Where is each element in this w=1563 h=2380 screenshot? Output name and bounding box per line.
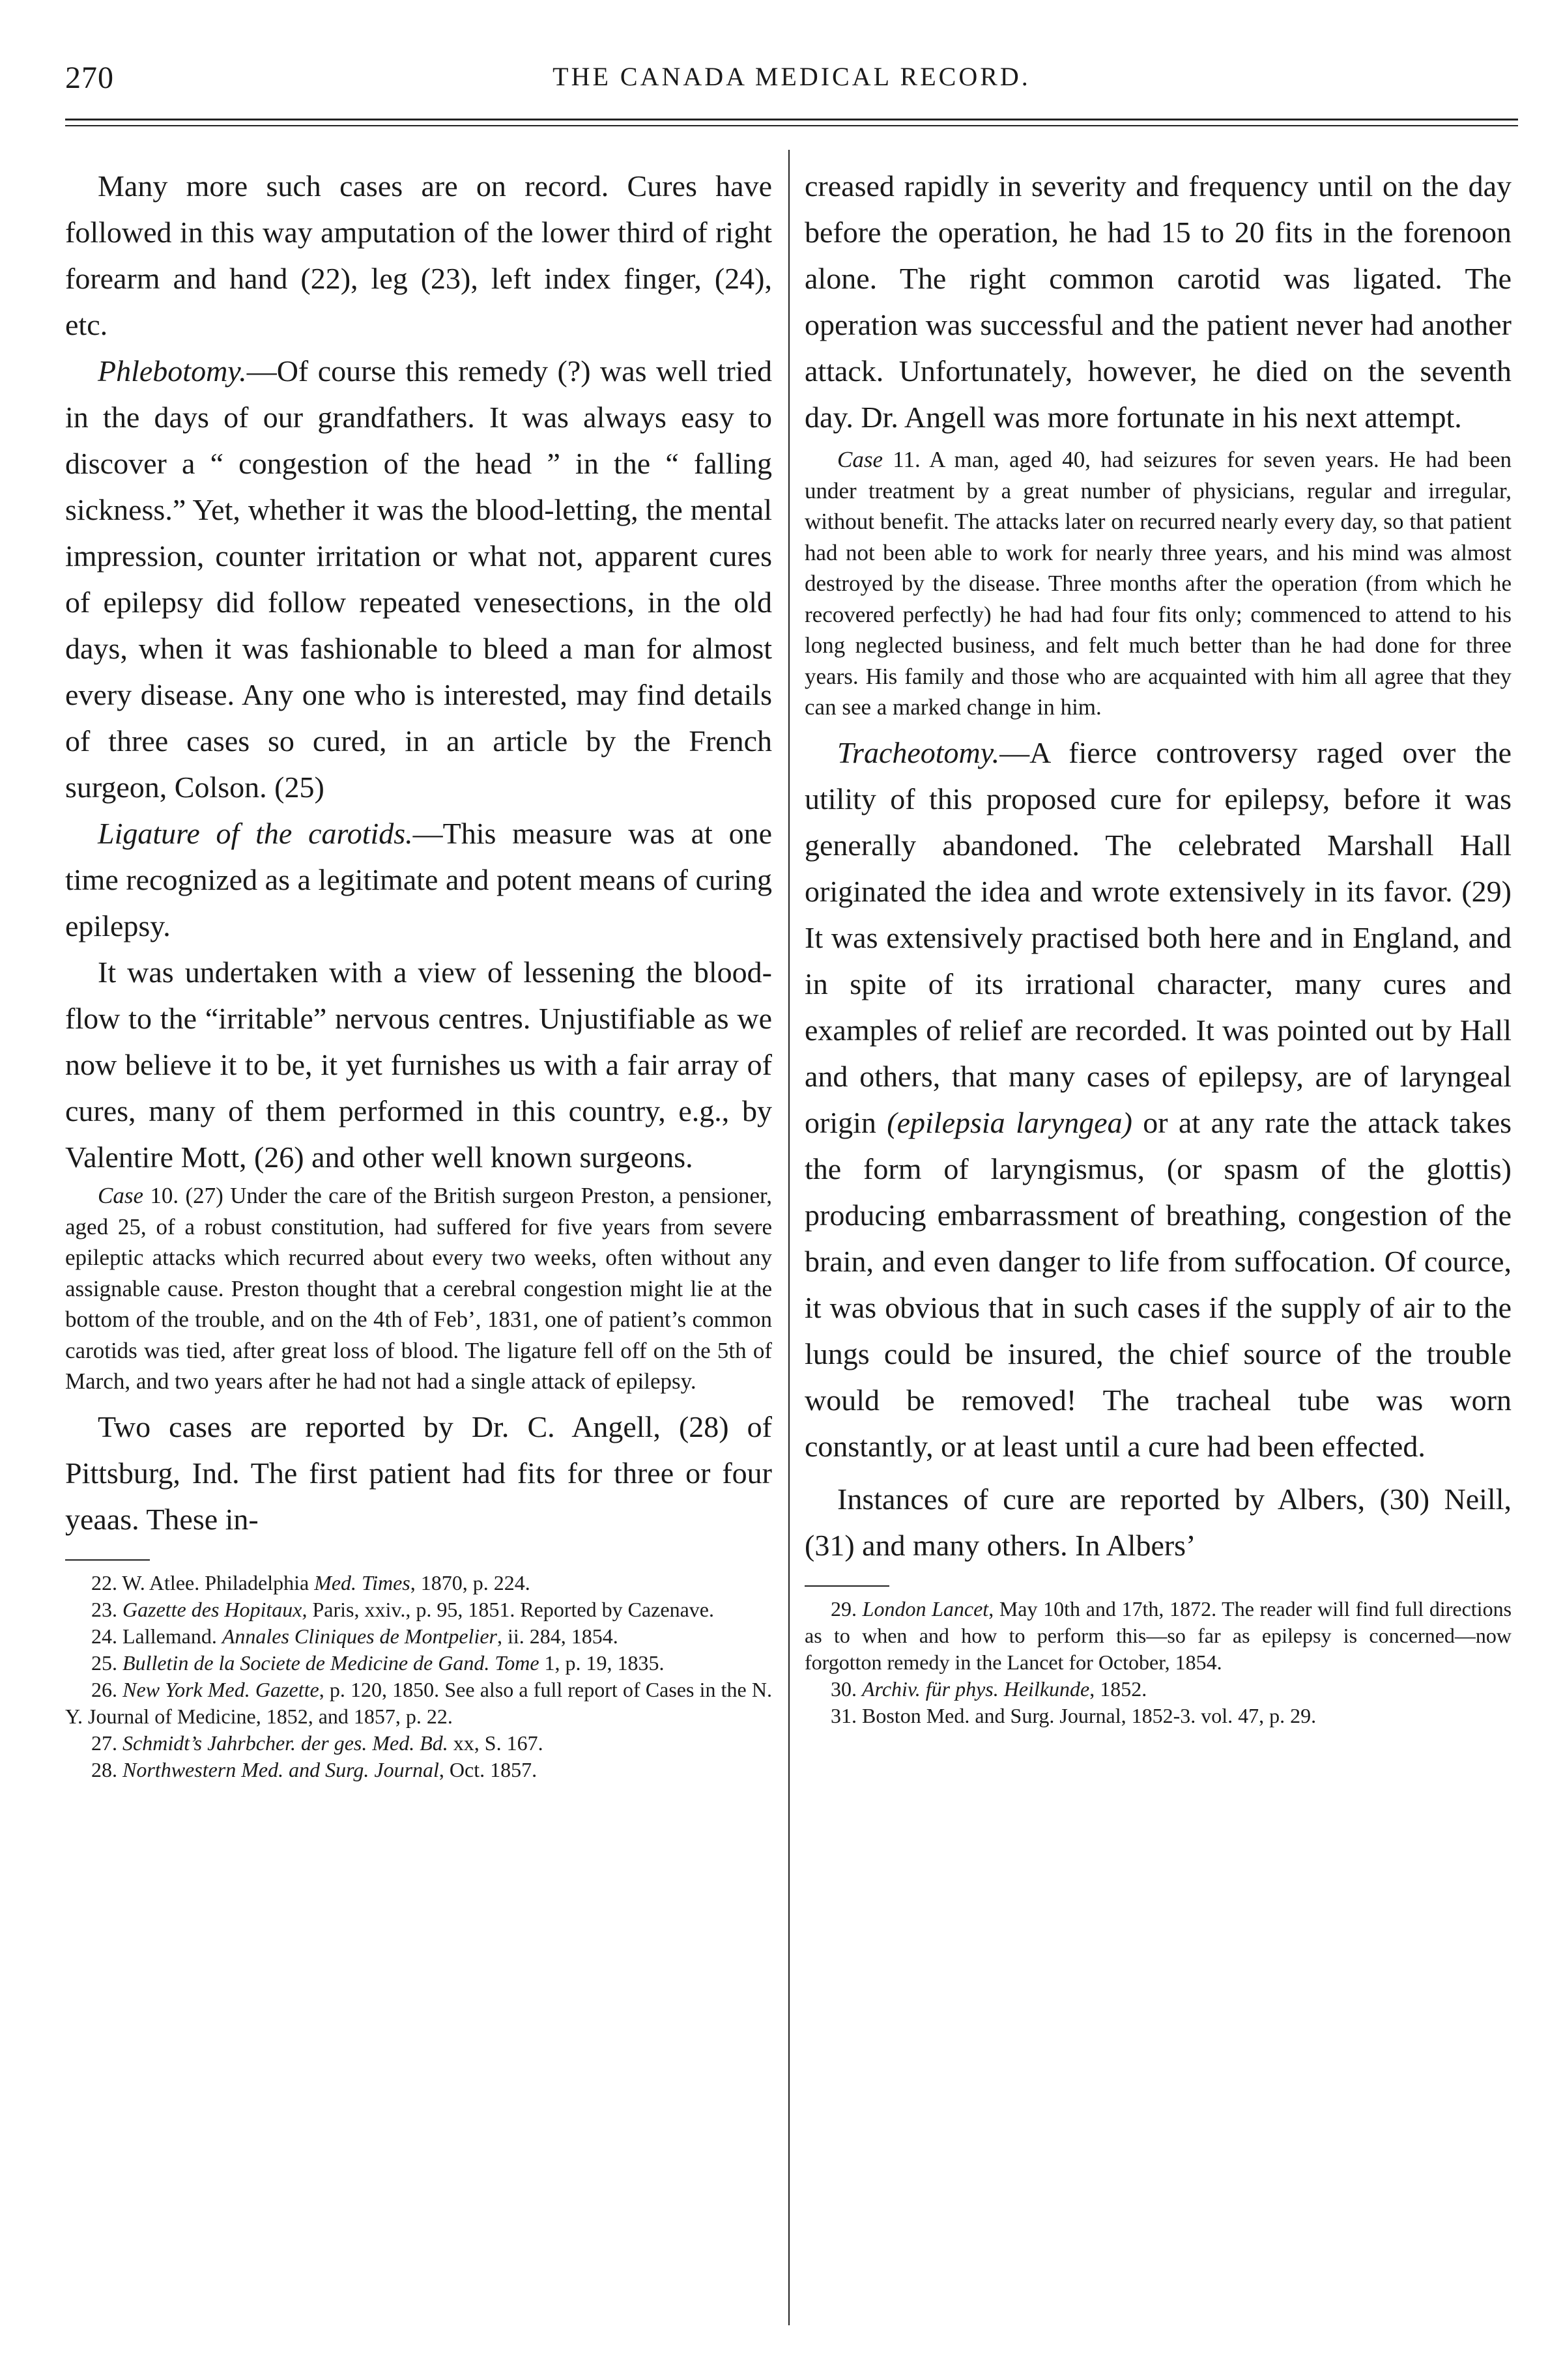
phlebotomy-text: —Of course this remedy (?) was well tried in the days of our grandfathers. It was always easy to discover a “ congestion of the head ” in the “ falling sickness.” Yet, whether it was the blood-letting, the mental impression, counter irritation or what not, apparent cures of epilepsy did follow repeated venesections, in the old days, when it was fashionable to bleed a man for almost every disease. Any one who is interested, may find details of three cases so cured, in an article by the French surgeon, Colson. (25) — [65, 354, 772, 804]
page-number: 270 — [65, 61, 114, 95]
paragraph-ligature — [65, 810, 772, 949]
footnote-30: 30. Archiv. für phys. Heilkunde, 1852. — [831, 1677, 1147, 1701]
header-rule-bottom — [65, 125, 1518, 126]
tracheotomy-text-end: or at any rate the attack takes the form of laryngismus, (or spasm of the glottis) producing embarrassment of breathing, congestion of the brain, and even danger to life from suffocation. Of cource, it was obvious that in such cases if the supply of air to the lungs could be insured, the chief source of the trouble would be removed! The tracheal tube was worn constantly, or at least until a cure had been effected. — [805, 1105, 1512, 1463]
footnote-23: 23. Gazette des Hopitaux, Paris, xxiv., p. 95, 1851. Reported by Cazenave. — [91, 1597, 714, 1621]
tracheotomy-heading: Tracheotomy. — [837, 735, 1000, 769]
case-10-text: 10. (27) Under the care of the British surgeon Preston, a pensioner, aged 25, of a robust constitution, had suffered for five years from severe epileptic attacks which recurred about every two weeks, often without any assignable cause. Preston thought that a cerebral congestion might lie at the bottom of the trouble, and on the 4th of Feb’, 1831, one of patient’s common carotids was tied, after great loss of blood. The ligature fell off on the 5th of March, and two years after he had not had a single attack of epilepsy. — [65, 1183, 772, 1394]
case-10 — [65, 1180, 772, 1397]
left-column — [65, 163, 772, 2325]
left-footnotes — [65, 1570, 772, 1783]
footnote-29: 29. London Lancet, May 10th and 17th, 1872. The reader will find full directions as to when and how to perform this—so far as epilepsy is concerned—now forgotton remedy in the Lancet for October, 1854. — [805, 1596, 1512, 1674]
journal-page — [65, 52, 1518, 2358]
case-11-text: 11. A man, aged 40, had seizures for seven years. He had been under treatment by a great number of physicians, regular and irregular, without benefit. The attacks later on recurred nearly every day, so that patient had not been able to work for nearly three years, and his mind was almost destroyed by the disease. Three months after the operation (from which he recovered perfectly) he had had four fits only; commenced to attend to his long neglected business, and felt much better than he had done for three years. His family and those who are acquainted with him all agree that they can see a marked change in him. — [805, 447, 1512, 720]
column-divider — [788, 150, 790, 2325]
footnote-26: 26. New York Med. Gazette, p. 120, 1850. See also a full report of Cases in the N. Y. Journal of Medicine, 1852, and 1857, p. 22. — [65, 1677, 772, 1728]
right-column — [805, 163, 1512, 2325]
header-rule-top — [65, 119, 1518, 120]
phlebotomy-heading: Phlebotomy. — [98, 354, 247, 388]
paragraph-instances: Instances of cure are reported by Albers, (30) Neill, (31) and many others. In Albers’ — [805, 1482, 1512, 1562]
case-11-label: Case — [837, 447, 883, 472]
ligature-text: —This measure was at one time recognized as a legitimate and potent means of curing epilepsy. — [65, 817, 772, 942]
footnote-31: 31. Boston Med. and Surg. Journal, 1852-3. vol. 47, p. 29. — [831, 1703, 1317, 1727]
paragraph-first-patient-continued: creased rapidly in severity and frequency until on the day before the operation, he had 15 to 20 fits in the forenoon alone. The right common carotid was ligated. The operation was successful and the patient never had another attack. Unfortunately, however, he died on the seventh day. Dr. Angell was more fortunate in his next attempt. — [805, 169, 1512, 434]
footnote-25: 25. Bulletin de la Societe de Medicine de Gand. Tome 1, p. 19, 1835. — [91, 1650, 665, 1675]
paragraph-amputation-cures: Many more such cases are on record. Cures have followed in this way amputation of the lower third of right forearm and hand (22), leg (23), left index finger, (24), etc. — [65, 169, 772, 341]
footnote-28: 28. Northwestern Med. and Surg. Journal, Oct. 1857. — [91, 1757, 538, 1781]
running-head — [65, 52, 1518, 104]
tracheotomy-text: —A fierce controversy raged over the utility of this proposed cure for epilepsy, before it was generally abandoned. The celebrated Marshall Hall originated the idea and wrote extensively in its favor. (29) It was extensively practised both here and in England, and in spite of its irrational character, many cures and examples of relief are recorded. It was pointed out by Hall and others, that many cases of epilepsy, are of laryngeal origin — [805, 735, 1512, 1139]
paragraph-angell: Two cases are reported by Dr. C. Angell, (28) of Pittsburg, Ind. The first patient had fits for three or four yeaas. These in- — [65, 1410, 772, 1536]
case-10-label: Case — [98, 1183, 143, 1208]
paragraph-phlebotomy — [65, 348, 772, 810]
paragraph-blood-flow: It was undertaken with a view of lessening the blood-flow to the “irritable” nervous centres. Unjustifiable as we now believe it to be, it yet furnishes us with a fair array of cures, many of them performed in this country, e.g., by Valentire Mott, (26) and other well known surgeons. — [65, 956, 772, 1174]
case-11 — [805, 444, 1512, 723]
tracheotomy-term: (epilepsia laryngea) — [887, 1105, 1132, 1139]
footnote-divider — [65, 1559, 150, 1561]
ligature-heading: Ligature of the carotids. — [98, 817, 413, 850]
journal-title: THE CANADA MEDICAL RECORD. — [552, 62, 1031, 91]
right-footnotes — [805, 1596, 1512, 1729]
paragraph-tracheotomy — [805, 730, 1512, 1469]
footnote-22: 22. W. Atlee. Philadelphia Med. Times, 1870, p. 224. — [91, 1570, 530, 1594]
footnote-27: 27. Schmidt’s Jahrbcher. der ges. Med. Bd. xx, S. 167. — [91, 1731, 543, 1755]
footnote-24: 24. Lallemand. Annales Cliniques de Montpelier, ii. 284, 1854. — [91, 1624, 618, 1648]
footnote-divider — [805, 1585, 889, 1587]
